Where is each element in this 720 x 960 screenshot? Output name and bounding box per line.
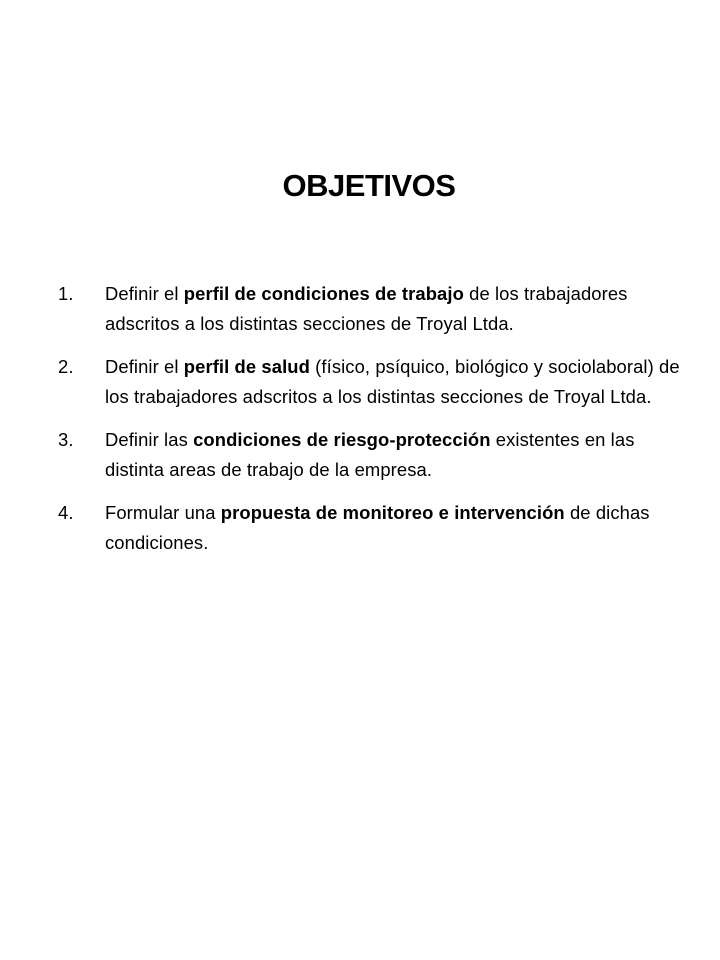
objective-text-start: Definir el xyxy=(105,356,184,377)
objective-number: 1. xyxy=(58,283,74,304)
objective-number: 4. xyxy=(58,502,74,523)
objective-text-end: (físico, psíquico, biológico y sociolaboral) de los trabajadores adscritos a los distintas secciones de Troyal Ltda. xyxy=(105,356,680,407)
objective-item xyxy=(58,279,688,339)
objective-emphasis: perfil de condiciones de trabajo xyxy=(183,283,464,304)
objective-emphasis: perfil de salud xyxy=(183,356,310,377)
objective-number: 3. xyxy=(58,429,74,450)
page-title: OBJETIVOS xyxy=(282,168,456,203)
objective-text-end: existentes en las distinta areas de trabajo de la empresa. xyxy=(105,429,635,480)
objective-emphasis: propuesta de monitoreo e intervención xyxy=(220,502,565,523)
objective-text-start: Formular una xyxy=(105,502,221,523)
objective-emphasis: condiciones de riesgo-protección xyxy=(193,429,491,450)
objective-item xyxy=(58,352,688,412)
objective-number: 2. xyxy=(58,356,74,377)
objective-text-start: Definir las xyxy=(105,429,194,450)
objectives-list xyxy=(58,279,688,571)
objective-text-start: Definir el xyxy=(105,283,184,304)
objective-text-end: de dichas condiciones. xyxy=(105,502,650,553)
objective-item xyxy=(58,498,688,558)
objective-text-end: de los trabajadores adscritos a los distintas secciones de Troyal Ltda. xyxy=(105,283,628,334)
objective-item xyxy=(58,425,688,485)
